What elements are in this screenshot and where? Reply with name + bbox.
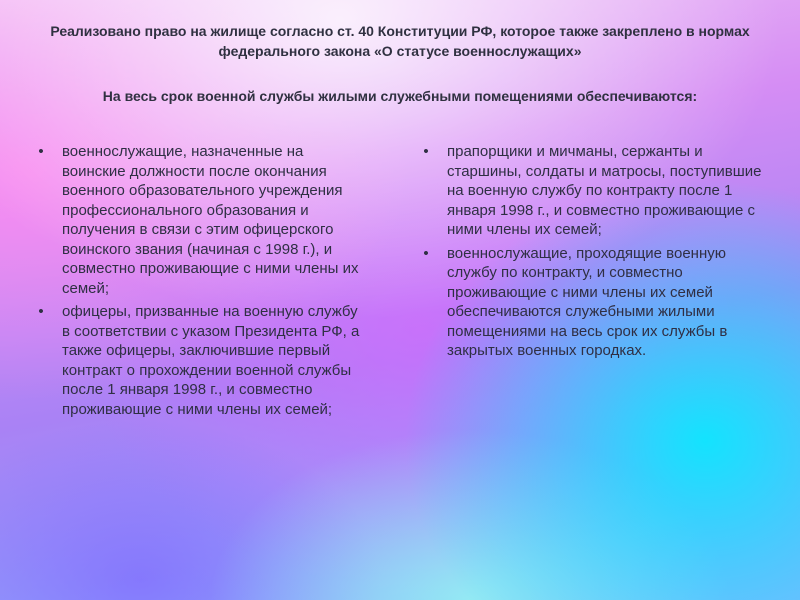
list-item: [419, 142, 779, 240]
right-bullet-list: [419, 142, 779, 365]
list-item: [419, 244, 779, 361]
list-item-text: офицеры, призванные на военную службу в соответствии с указом Президента РФ, а также офицеры, заключившие первый контракт о прохождении военной службы после 1 января 1998 г., и совместно проживающие с ними члены их семей;: [62, 303, 360, 418]
left-bullet-list: [34, 142, 394, 423]
list-item-text: прапорщики и мичманы, сержанты и старшины, солдаты и матросы, поступившие на военную службу по контракту после 1 января 1998 г., и совместно проживающие с ними члены их семей;: [447, 143, 762, 238]
slide-heading: Реализовано право на жилище согласно ст. 40 Конституции РФ, которое также закреплено в нормах федерального закона «О статусе военнослужащих»: [50, 23, 750, 59]
bullet-icon: •: [38, 143, 44, 160]
list-item-text: военнослужащие, назначенные на воинские должности после окончания военного образовательного учреждения профессионального образования и получения в связи с этим офицерского воинского звания (начиная с 1998 г.), и совместно проживающие с ними члены их семей;: [62, 143, 359, 297]
slide-subheading: На весь срок военной службы жилыми служебными помещениями обеспечиваются:: [102, 88, 698, 104]
bullet-icon: •: [423, 244, 429, 262]
list-item-text: военнослужащие, проходящие военную службу по контракту, и совместно проживающие с ними члены их семей обеспечиваются служебными жилыми помещениями на весь срок их службы в закрытых военных городках.: [447, 244, 728, 359]
bullet-icon: •: [38, 303, 44, 320]
list-item: [34, 302, 394, 419]
list-item: [34, 142, 394, 298]
bullet-icon: •: [423, 143, 429, 160]
